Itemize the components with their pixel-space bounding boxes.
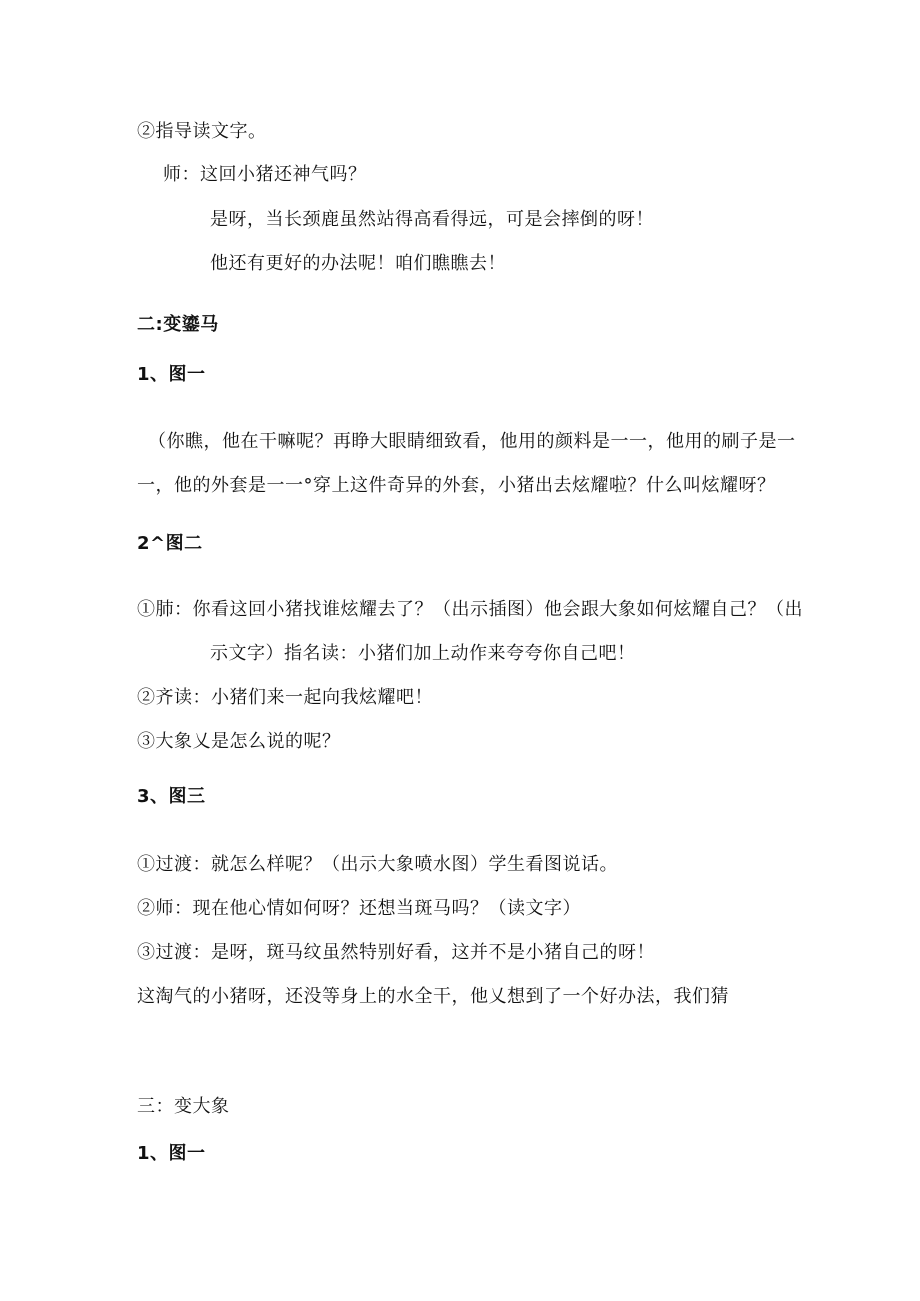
step-3-text: ③大象乂是怎么说的呢？: [137, 731, 341, 752]
transition-2-text: ③过渡：是呀，斑马纹虽然特别好看，这并不是小猪自己的呀！: [137, 942, 655, 963]
subheading-figure-2: 2^图二: [137, 533, 203, 554]
giraffe-text: 是呀，当长颈鹿虽然站得高看得远，可是会摔倒的呀！: [210, 209, 654, 230]
section-heading-2: 二:变鎏马: [137, 314, 219, 335]
step-1-line-1: ①肺：你看这回小猪找谁炫耀去了？（出示插图）他会跟大象如何炫耀自己？（出: [137, 599, 803, 620]
subheading-figure-1: 1、图一: [137, 364, 206, 385]
naughty-pig-text: 这淘气的小猪呀，还没等身上的水全干，他乂想到了一个好办法，我们猜: [137, 986, 729, 1007]
better-method-text: 他还有更好的办法呢！咱们瞧瞧去！: [210, 253, 506, 274]
teacher-mood-text: ②师：现在他心情如何呀？还想当斑马吗？（读文字）: [137, 898, 581, 919]
subheading-figure-1-b: 1、图一: [137, 1143, 206, 1164]
instruction-read-text: ②指导读文字。: [137, 121, 267, 142]
step-1-line-2: 示文字）指名读：小猪们加上动作来夸夸你自己吧！: [210, 643, 636, 664]
teacher-question: 师：这回小猪还神气吗？: [163, 164, 367, 185]
transition-1-text: ①过渡：就怎么样呢？（出示大象喷水图）学生看图说话。: [137, 854, 618, 875]
section-heading-3: 三：变大象: [137, 1096, 230, 1117]
paragraph-line-1: （你瞧，他在干嘛呢？再睁大眼睛细致看，他用的颜料是一一，他用的刷子是一: [148, 431, 796, 452]
paragraph-line-2: 一，他的外套是一一°穿上这件奇异的外套，小猪出去炫耀啦？什么叫炫耀呀？: [137, 475, 776, 496]
subheading-figure-3: 3、图三: [137, 786, 206, 807]
step-2-text: ②齐读：小猪们来一起向我炫耀吧！: [137, 687, 433, 708]
